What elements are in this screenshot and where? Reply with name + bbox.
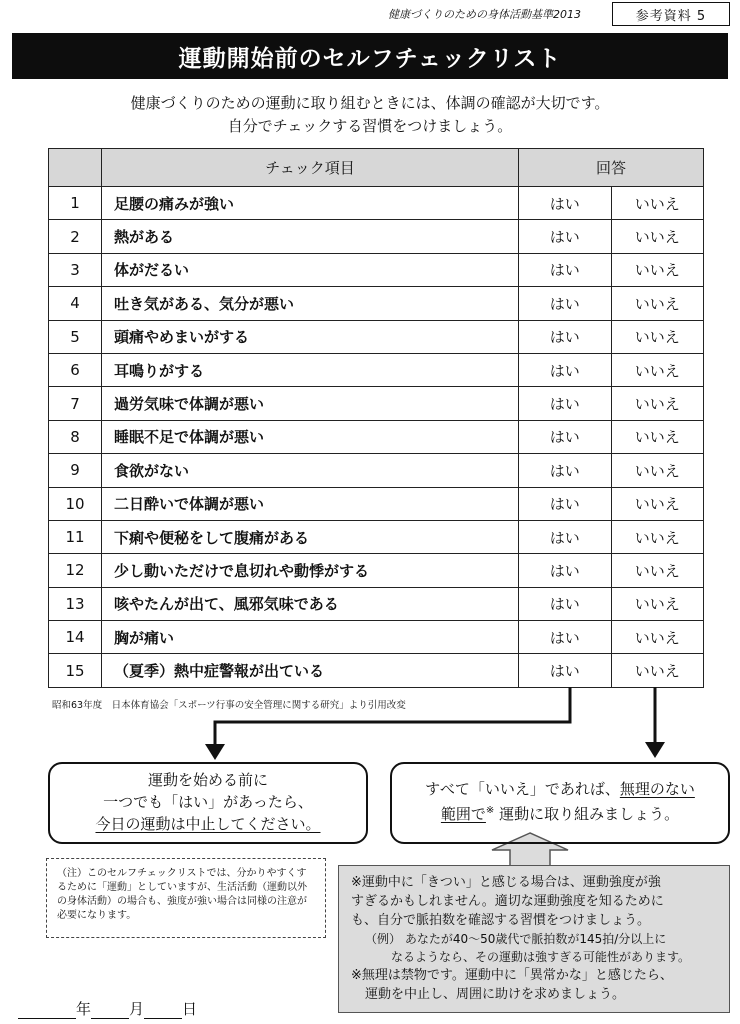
row-number: 11	[49, 520, 102, 553]
row-item: 熱がある	[102, 220, 519, 253]
row-number: 1	[49, 187, 102, 220]
answer-yes[interactable]: はい	[519, 253, 612, 286]
citation-text: 昭和63年度 日本体育協会「スポーツ行事の安全管理に関する研究」より引用改変	[52, 700, 406, 711]
table-row	[49, 487, 704, 520]
row-number: 3	[49, 253, 102, 286]
intro-line-2: 自分でチェックする習慣をつけましょう。	[227, 117, 513, 135]
reference-label: 参考資料 5	[612, 2, 730, 26]
header-answer-cell: 回答	[519, 149, 704, 187]
go-note-mark: ※	[485, 805, 495, 816]
row-item: （夏季）熱中症警報が出ている	[102, 654, 519, 687]
table-row	[49, 353, 704, 386]
caution-line-5: 運動を中止し、周囲に助けを求めましょう。	[365, 987, 626, 1002]
caution-box	[338, 865, 730, 1013]
page-title: 運動開始前のセルフチェックリスト	[12, 33, 728, 79]
page-header	[0, 0, 740, 28]
answer-yes[interactable]: はい	[519, 520, 612, 553]
day-label: 日	[182, 1000, 198, 1018]
caution-example-2: なるようなら、その運動は強すぎる可能性があります。	[391, 950, 691, 964]
arrow-yes-head	[205, 744, 225, 760]
row-number: 9	[49, 454, 102, 487]
row-number: 5	[49, 320, 102, 353]
header-item-cell: チェック項目	[102, 149, 519, 187]
row-item: 食欲がない	[102, 454, 519, 487]
row-item: 睡眠不足で体調が悪い	[102, 420, 519, 453]
row-number: 7	[49, 387, 102, 420]
answer-no[interactable]: いいえ	[611, 520, 704, 553]
answer-no[interactable]: いいえ	[611, 353, 704, 386]
answer-yes[interactable]: はい	[519, 554, 612, 587]
table-row	[49, 287, 704, 320]
month-label: 月	[129, 1000, 145, 1018]
row-item: 下痢や便秘をして腹痛がある	[102, 520, 519, 553]
row-item: 吐き気がある、気分が悪い	[102, 287, 519, 320]
row-number: 12	[49, 554, 102, 587]
caution-example-1: （例） あなたが40～50歳代で脈拍数が145拍/分以上に	[365, 932, 667, 946]
go-line-2b: 運動に取り組みましょう。	[494, 805, 680, 823]
row-item: 体がだるい	[102, 253, 519, 286]
stop-line-2: 一つでも「はい」があったら、	[103, 793, 313, 811]
answer-no[interactable]: いいえ	[611, 487, 704, 520]
table-row	[49, 420, 704, 453]
answer-yes[interactable]: はい	[519, 387, 612, 420]
checklist-table	[48, 148, 704, 688]
table-row	[49, 654, 704, 687]
stop-line-1: 運動を始める前に	[147, 771, 268, 789]
table-row	[49, 587, 704, 620]
answer-no[interactable]: いいえ	[611, 187, 704, 220]
day-blank[interactable]	[144, 1001, 182, 1019]
answer-yes[interactable]: はい	[519, 654, 612, 687]
row-item: 過労気味で体調が悪い	[102, 387, 519, 420]
stop-line-3: 今日の運動は中止してください。	[95, 815, 321, 833]
standard-name: 健康づくりのための身体活動基準2013	[388, 8, 581, 21]
answer-yes[interactable]: はい	[519, 320, 612, 353]
table-header-row	[49, 149, 704, 187]
row-number: 8	[49, 420, 102, 453]
answer-no[interactable]: いいえ	[611, 420, 704, 453]
year-blank[interactable]	[18, 1001, 76, 1019]
year-label: 年	[76, 1000, 92, 1018]
note-box: （注）このセルフチェックリストでは、分かりやすくするために「運動」としていますが、生活活動（運動以外の身体活動）の場合も、強度が強い場合は同様の注意が必要になります。	[46, 858, 326, 938]
table-row	[49, 187, 704, 220]
row-item: 耳鳴りがする	[102, 353, 519, 386]
row-item: 胸が痛い	[102, 621, 519, 654]
answer-yes[interactable]: はい	[519, 587, 612, 620]
answer-no[interactable]: いいえ	[611, 654, 704, 687]
go-line-1a: すべて「いいえ」であれば、	[425, 780, 620, 798]
answer-yes[interactable]: はい	[519, 621, 612, 654]
table-row	[49, 320, 704, 353]
go-exercise-box	[390, 762, 730, 844]
answer-yes[interactable]: はい	[519, 420, 612, 453]
row-number: 15	[49, 654, 102, 687]
row-item: 咳やたんが出て、風邪気味である	[102, 587, 519, 620]
answer-no[interactable]: いいえ	[611, 320, 704, 353]
answer-yes[interactable]: はい	[519, 454, 612, 487]
caution-line-1: ※運動中に「きつい」と感じる場合は、運動強度が強	[351, 875, 661, 890]
answer-yes[interactable]: はい	[519, 187, 612, 220]
row-number: 14	[49, 621, 102, 654]
answer-no[interactable]: いいえ	[611, 454, 704, 487]
caution-line-2: すぎるかもしれません。適切な運動強度を知るために	[351, 894, 664, 909]
intro-line-1: 健康づくりのための運動に取り組むときには、体調の確認が大切です。	[130, 94, 610, 112]
table-row	[49, 220, 704, 253]
answer-no[interactable]: いいえ	[611, 220, 704, 253]
row-number: 10	[49, 487, 102, 520]
row-number: 6	[49, 353, 102, 386]
answer-yes[interactable]: はい	[519, 487, 612, 520]
answer-no[interactable]: いいえ	[611, 621, 704, 654]
table-row	[49, 253, 704, 286]
answer-no[interactable]: いいえ	[611, 587, 704, 620]
go-line-2a: 範囲で	[440, 805, 486, 823]
date-field	[18, 998, 197, 1019]
row-item: 足腰の痛みが強い	[102, 187, 519, 220]
caution-line-3: も、自分で脈拍数を確認する習慣をつけましょう。	[351, 913, 651, 928]
answer-yes[interactable]: はい	[519, 220, 612, 253]
row-item: 少し動いただけで息切れや動悸がする	[102, 554, 519, 587]
caution-line-4: ※無理は禁物です。運動中に「異常かな」と感じたら、	[351, 968, 673, 983]
answer-no[interactable]: いいえ	[611, 287, 704, 320]
arrow-no-head	[645, 742, 665, 758]
answer-no[interactable]: いいえ	[611, 387, 704, 420]
row-item: 二日酔いで体調が悪い	[102, 487, 519, 520]
answer-yes[interactable]: はい	[519, 353, 612, 386]
row-number: 13	[49, 587, 102, 620]
header-num-cell	[49, 149, 102, 187]
stop-exercise-box	[48, 762, 368, 844]
table-row	[49, 387, 704, 420]
month-blank[interactable]	[91, 1001, 129, 1019]
table-row	[49, 621, 704, 654]
table-row	[49, 520, 704, 553]
answer-yes[interactable]: はい	[519, 287, 612, 320]
row-item: 頭痛やめまいがする	[102, 320, 519, 353]
go-line-1b: 無理のない	[619, 780, 695, 798]
table-row	[49, 554, 704, 587]
intro-text	[0, 92, 740, 138]
answer-no[interactable]: いいえ	[611, 554, 704, 587]
table-row	[49, 454, 704, 487]
row-number: 4	[49, 287, 102, 320]
row-number: 2	[49, 220, 102, 253]
answer-no[interactable]: いいえ	[611, 253, 704, 286]
